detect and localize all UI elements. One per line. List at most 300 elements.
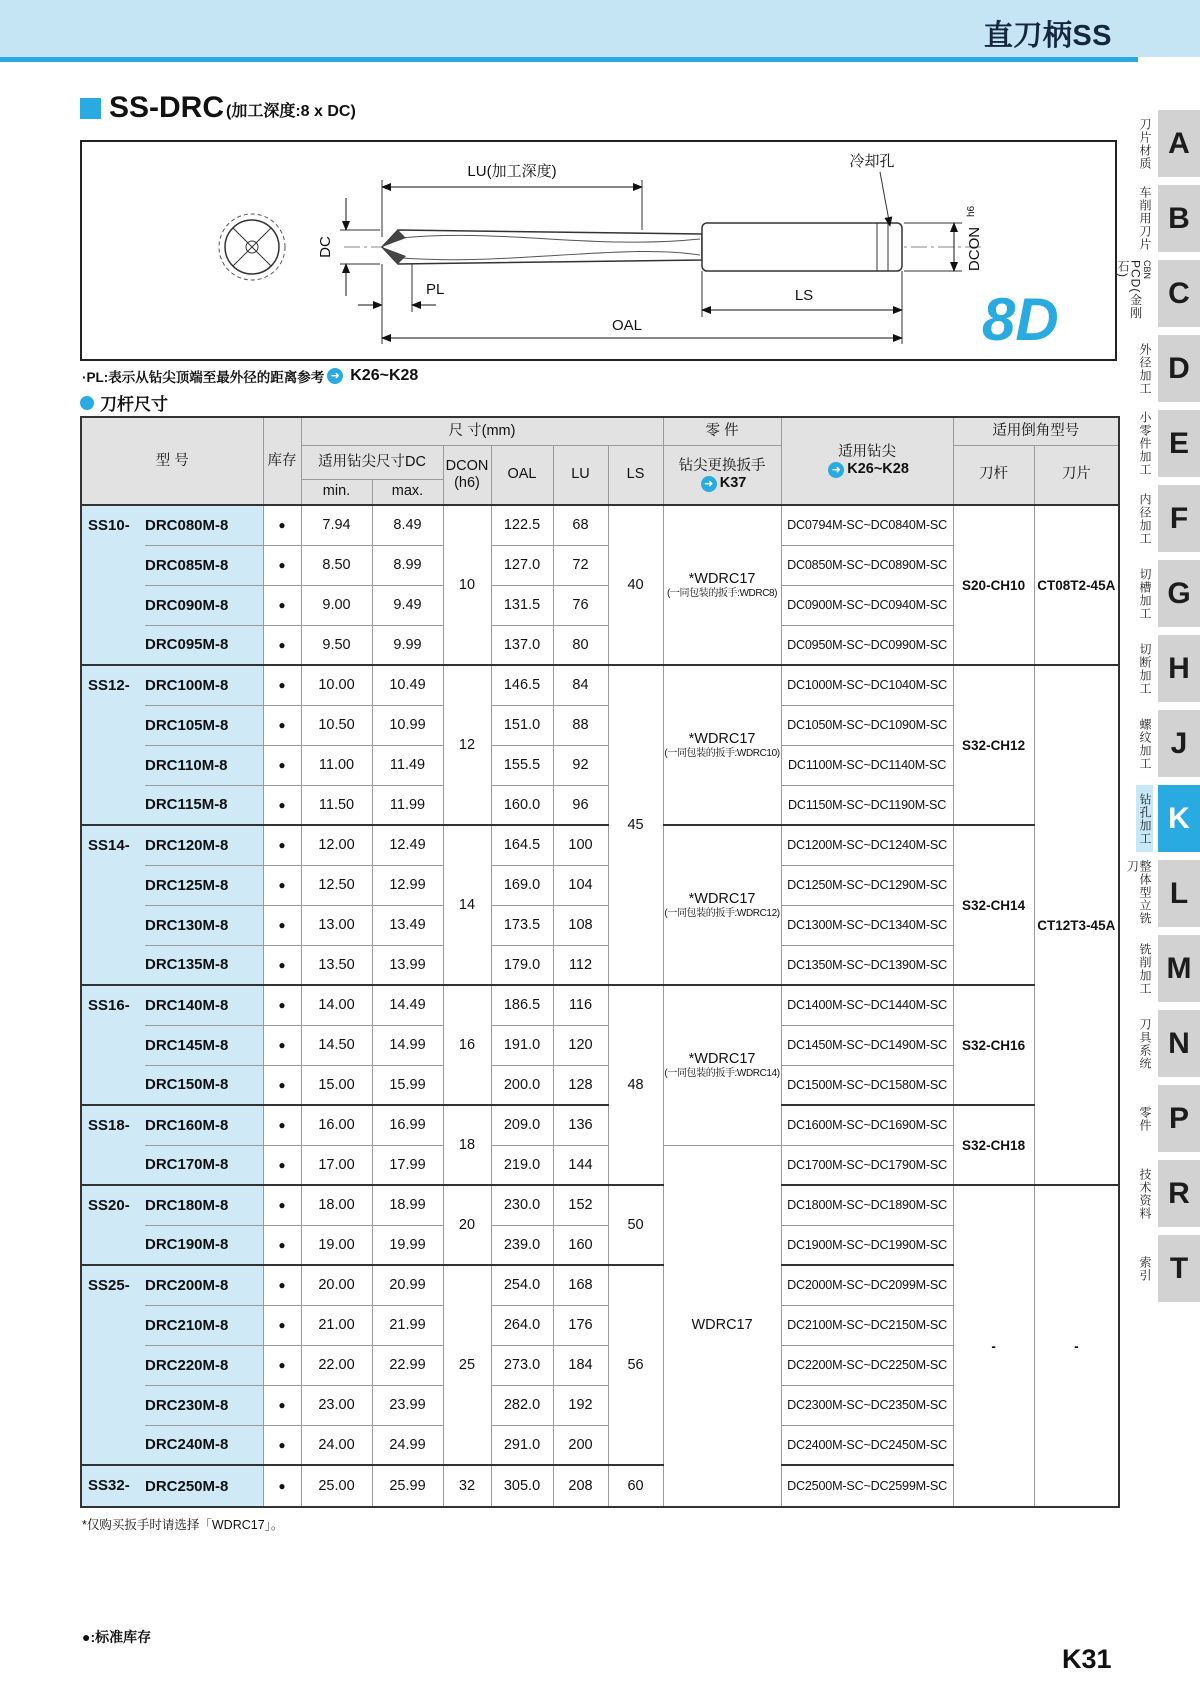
cell-stock: ● (263, 1465, 301, 1507)
cell-lu: 152 (553, 1185, 608, 1225)
cell-tips: DC0794M-SC~DC0840M-SC (781, 505, 953, 545)
cell-wrench: *WDRC17 (一同包装的扳手:WDRC14) (663, 985, 781, 1145)
cell-min: 12.00 (301, 825, 372, 865)
ref-arrow-icon: ➜ (701, 476, 717, 492)
spec-table-wrap (80, 416, 1120, 1508)
tab-label: 切断加工 (1138, 642, 1152, 695)
cell-max: 17.99 (372, 1145, 443, 1185)
depth-logo: 8D (982, 286, 1059, 353)
cell-lu: 160 (553, 1225, 608, 1265)
cell-model: DRC130M-8 (145, 905, 263, 945)
cell-min: 11.00 (301, 745, 372, 785)
cell-tips: DC1150M-SC~DC1190M-SC (781, 785, 953, 825)
sidebar-tab-t[interactable] (1114, 1235, 1200, 1302)
sidebar-tab-j[interactable] (1114, 710, 1200, 777)
cell-model: DRC120M-8 (145, 825, 263, 865)
table-row (81, 1185, 1119, 1225)
cell-oal: 273.0 (491, 1345, 553, 1385)
cell-model: DRC125M-8 (145, 865, 263, 905)
tab-letter[interactable]: G (1158, 560, 1200, 627)
cell-model: DRC110M-8 (145, 745, 263, 785)
cell-max: 13.49 (372, 905, 443, 945)
cell-tips: DC1050M-SC~DC1090M-SC (781, 705, 953, 745)
cell-min: 13.00 (301, 905, 372, 945)
cell-model: DRC190M-8 (145, 1225, 263, 1265)
cell-stock: ● (263, 665, 301, 705)
cell-min: 7.94 (301, 505, 372, 545)
cell-lu: 200 (553, 1425, 608, 1465)
cell-min: 9.50 (301, 625, 372, 665)
cell-prefix: SS12- (81, 665, 145, 825)
sidebar-tab-d[interactable] (1114, 335, 1200, 402)
cell-prefix: SS25- (81, 1265, 145, 1465)
dcon-label: DCON (966, 226, 983, 272)
cell-stock: ● (263, 1305, 301, 1345)
sidebar-tab-b[interactable] (1114, 185, 1200, 252)
cell-wrench: *WDRC17 (一同包装的扳手:WDRC12) (663, 825, 781, 985)
cell-tips: DC2000M-SC~DC2099M-SC (781, 1265, 953, 1305)
cell-lu: 88 (553, 705, 608, 745)
cell-oal: 282.0 (491, 1385, 553, 1425)
cell-lu: 68 (553, 505, 608, 545)
ref-arrow-icon: ➜ (828, 462, 844, 478)
cell-stock: ● (263, 1265, 301, 1305)
cell-max: 20.99 (372, 1265, 443, 1305)
cell-wrench: *WDRC17 (一同包装的扳手:WDRC8) (663, 505, 781, 665)
cell-holder: S20-CH10 (953, 505, 1034, 665)
spec-table (80, 416, 1120, 1508)
tab-letter[interactable]: N (1158, 1010, 1200, 1077)
sidebar-tab-r[interactable] (1114, 1160, 1200, 1227)
header-max: max. (372, 479, 443, 505)
tab-label: 切槽加工 (1138, 567, 1152, 620)
cell-lu: 112 (553, 945, 608, 985)
cell-model: DRC220M-8 (145, 1345, 263, 1385)
cell-oal: 291.0 (491, 1425, 553, 1465)
cell-max: 12.99 (372, 865, 443, 905)
tab-label: 车削用刀片 (1138, 186, 1152, 251)
cell-model: DRC080M-8 (145, 505, 263, 545)
cell-max: 24.99 (372, 1425, 443, 1465)
cell-max: 19.99 (372, 1225, 443, 1265)
cell-model: DRC105M-8 (145, 705, 263, 745)
header-stock: 库存 (263, 417, 301, 505)
header-dcon: DCON (h6) (443, 445, 491, 505)
cell-model: DRC140M-8 (145, 985, 263, 1025)
cell-oal: 151.0 (491, 705, 553, 745)
cell-prefix: SS16- (81, 985, 145, 1105)
cell-tips: DC1600M-SC~DC1690M-SC (781, 1105, 953, 1145)
cell-lu: 72 (553, 545, 608, 585)
cell-tips: DC2300M-SC~DC2350M-SC (781, 1385, 953, 1425)
tab-letter[interactable]: R (1158, 1160, 1200, 1227)
cell-lu: 104 (553, 865, 608, 905)
cell-min: 23.00 (301, 1385, 372, 1425)
cell-stock: ● (263, 545, 301, 585)
header-ls: LS (608, 445, 663, 505)
header-oal: OAL (491, 445, 553, 505)
cell-stock: ● (263, 905, 301, 945)
sidebar-tab-h[interactable] (1114, 635, 1200, 702)
cell-lu: 108 (553, 905, 608, 945)
banner-rule (0, 57, 1138, 62)
tab-letter[interactable]: A (1158, 110, 1200, 177)
tab-letter[interactable]: D (1158, 335, 1200, 402)
bullet-icon (80, 396, 94, 410)
cell-dcon: 20 (443, 1185, 491, 1265)
dim-oal (382, 264, 902, 344)
cell-holder: S32-CH14 (953, 825, 1034, 985)
cell-prefix: SS14- (81, 825, 145, 985)
cell-oal: 209.0 (491, 1105, 553, 1145)
cell-oal: 239.0 (491, 1225, 553, 1265)
drill-flute (382, 230, 702, 264)
cell-tips: DC1100M-SC~DC1140M-SC (781, 745, 953, 785)
cell-lu: 76 (553, 585, 608, 625)
tab-letter[interactable]: T (1158, 1235, 1200, 1302)
cell-stock: ● (263, 825, 301, 865)
sidebar-tab-k[interactable] (1114, 785, 1200, 852)
cell-prefix: SS20- (81, 1185, 145, 1265)
cell-max: 8.49 (372, 505, 443, 545)
cell-max: 22.99 (372, 1345, 443, 1385)
cell-model: DRC150M-8 (145, 1065, 263, 1105)
cell-min: 9.00 (301, 585, 372, 625)
cell-min: 24.00 (301, 1425, 372, 1465)
tab-letter[interactable]: C (1158, 260, 1200, 327)
cell-tips: DC1900M-SC~DC1990M-SC (781, 1225, 953, 1265)
drill-end-view (219, 214, 285, 280)
pl-note-text: ·PL:表示从钻尖顶端至最外径的距离参考 (82, 370, 325, 385)
table-row (81, 665, 1119, 705)
cell-model: DRC135M-8 (145, 945, 263, 985)
cell-oal: 179.0 (491, 945, 553, 985)
cell-model: DRC250M-8 (145, 1465, 263, 1507)
pl-note (82, 366, 418, 386)
cell-dcon: 12 (443, 665, 491, 825)
header-min: min. (301, 479, 372, 505)
cell-min: 16.00 (301, 1105, 372, 1145)
ref-link-k26-k28[interactable]: K26~K28 (847, 460, 909, 477)
cell-ls: 56 (608, 1265, 663, 1465)
header-tips: 适用钻尖 ➜ K26~K28 (781, 417, 953, 505)
cell-oal: 164.5 (491, 825, 553, 865)
sidebar-tab-e[interactable] (1114, 410, 1200, 477)
section-marker-icon (80, 98, 101, 119)
cell-min: 21.00 (301, 1305, 372, 1345)
cell-max: 11.49 (372, 745, 443, 785)
cell-max: 12.49 (372, 825, 443, 865)
cell-max: 9.99 (372, 625, 443, 665)
cell-tips: DC1400M-SC~DC1440M-SC (781, 985, 953, 1025)
tab-label: 刀片材质 (1138, 117, 1152, 170)
banner-title: 直刀柄SS (983, 20, 1112, 52)
cell-oal: 155.5 (491, 745, 553, 785)
sidebar-tab-g[interactable] (1114, 560, 1200, 627)
cell-model: DRC160M-8 (145, 1105, 263, 1145)
header-model: 型 号 (81, 417, 263, 505)
cell-min: 14.00 (301, 985, 372, 1025)
cell-ls: 50 (608, 1185, 663, 1265)
cell-stock: ● (263, 945, 301, 985)
sidebar-tab-l[interactable] (1114, 860, 1200, 927)
header-holder: 刀杆 (953, 445, 1034, 505)
table-header (81, 417, 1119, 505)
cell-max: 9.49 (372, 585, 443, 625)
lu-label: LU(加工深度) (467, 163, 557, 180)
cell-stock: ● (263, 505, 301, 545)
cell-model: DRC100M-8 (145, 665, 263, 705)
table-row (81, 1105, 1119, 1145)
cell-max: 23.99 (372, 1385, 443, 1425)
cell-holder: - (953, 1185, 1034, 1507)
cell-max: 16.99 (372, 1105, 443, 1145)
drill-diagram (80, 140, 1117, 361)
cell-min: 18.00 (301, 1185, 372, 1225)
cell-lu: 80 (553, 625, 608, 665)
cell-stock: ● (263, 1025, 301, 1065)
cell-tips: DC0900M-SC~DC0940M-SC (781, 585, 953, 625)
cell-tips: DC1450M-SC~DC1490M-SC (781, 1025, 953, 1065)
pl-label: PL (426, 281, 445, 298)
cell-stock: ● (263, 585, 301, 625)
cell-model: DRC145M-8 (145, 1025, 263, 1065)
cell-max: 11.99 (372, 785, 443, 825)
ref-link-k26-k28[interactable]: K26~K28 (350, 367, 419, 384)
header-wrench: 钻尖更换扳手 ➜ K37 (663, 445, 781, 505)
top-banner (0, 0, 1200, 57)
cell-stock: ● (263, 625, 301, 665)
cell-lu: 128 (553, 1065, 608, 1105)
cell-tips: DC1300M-SC~DC1340M-SC (781, 905, 953, 945)
cell-oal: 191.0 (491, 1025, 553, 1065)
cell-insert: CT12T3-45A (1034, 665, 1119, 1185)
cell-model: DRC170M-8 (145, 1145, 263, 1185)
oal-label: OAL (611, 317, 643, 334)
cell-oal: 137.0 (491, 625, 553, 665)
table-row (81, 985, 1119, 1025)
cell-stock: ● (263, 1425, 301, 1465)
tab-label: 零件 (1138, 1105, 1152, 1132)
coolant-callout (849, 152, 894, 226)
tab-label: 整体型立铣刀 (1125, 860, 1152, 925)
cell-model: DRC230M-8 (145, 1385, 263, 1425)
cell-max: 14.99 (372, 1025, 443, 1065)
tab-label: 小零件加工 (1138, 411, 1152, 476)
table-row (81, 825, 1119, 865)
cell-prefix: SS32- (81, 1465, 145, 1507)
cell-tips: DC2500M-SC~DC2599M-SC (781, 1465, 953, 1507)
cell-oal: 173.5 (491, 905, 553, 945)
cell-stock: ● (263, 1105, 301, 1145)
cell-lu: 96 (553, 785, 608, 825)
cell-dcon: 32 (443, 1465, 491, 1507)
cell-oal: 122.5 (491, 505, 553, 545)
sidebar-tab-f[interactable] (1114, 485, 1200, 552)
cell-insert: CT08T2-45A (1034, 505, 1119, 665)
cell-min: 19.00 (301, 1225, 372, 1265)
cell-model: DRC085M-8 (145, 545, 263, 585)
cell-ls: 40 (608, 505, 663, 665)
header-parts: 零 件 (663, 417, 781, 445)
cell-tips: DC0950M-SC~DC0990M-SC (781, 625, 953, 665)
cell-dcon: 16 (443, 985, 491, 1105)
cell-min: 25.00 (301, 1465, 372, 1507)
cell-min: 11.50 (301, 785, 372, 825)
table-row (81, 505, 1119, 545)
tab-label: 铣削加工 (1138, 942, 1152, 995)
cell-min: 8.50 (301, 545, 372, 585)
cell-lu: 84 (553, 665, 608, 705)
cell-min: 10.50 (301, 705, 372, 745)
cell-tips: DC1800M-SC~DC1890M-SC (781, 1185, 953, 1225)
cell-wrench: *WDRC17 (一同包装的扳手:WDRC10) (663, 665, 781, 825)
cell-min: 12.50 (301, 865, 372, 905)
dc-label: DC (317, 236, 334, 258)
stock-legend: ●:标准库存 (82, 1629, 152, 1645)
tab-label: CBN PCD(金刚石) (1115, 260, 1152, 320)
cell-max: 14.49 (372, 985, 443, 1025)
section-title: SS-DRC (109, 91, 225, 124)
cell-stock: ● (263, 865, 301, 905)
cell-model: DRC095M-8 (145, 625, 263, 665)
cell-prefix: SS10- (81, 505, 145, 665)
tab-label: 索引 (1138, 1255, 1152, 1282)
cell-tips: DC2200M-SC~DC2250M-SC (781, 1345, 953, 1385)
cell-tips: DC2400M-SC~DC2450M-SC (781, 1425, 953, 1465)
tab-letter[interactable]: K (1158, 785, 1200, 852)
cell-max: 25.99 (372, 1465, 443, 1507)
cell-model: DRC210M-8 (145, 1305, 263, 1345)
cell-oal: 264.0 (491, 1305, 553, 1345)
page-number: K31 (1062, 1644, 1112, 1674)
header-chamfer: 适用倒角型号 (953, 417, 1119, 445)
tab-letter[interactable]: B (1158, 185, 1200, 252)
cell-model: DRC200M-8 (145, 1265, 263, 1305)
dcon-tolerance-label: h6 (966, 205, 977, 217)
cell-lu: 136 (553, 1105, 608, 1145)
cell-model: DRC090M-8 (145, 585, 263, 625)
cell-stock: ● (263, 1185, 301, 1225)
cell-tips: DC1250M-SC~DC1290M-SC (781, 865, 953, 905)
tab-label: 刀具系统 (1138, 1017, 1152, 1070)
tab-letter[interactable]: H (1158, 635, 1200, 702)
dim-ls (702, 271, 902, 344)
drill-drawing (82, 142, 1115, 359)
cell-oal: 127.0 (491, 545, 553, 585)
cell-tips: DC2100M-SC~DC2150M-SC (781, 1305, 953, 1345)
cell-stock: ● (263, 1065, 301, 1105)
tab-label: 内径加工 (1138, 492, 1152, 545)
ref-link-k37[interactable]: K37 (719, 474, 747, 491)
cell-stock: ● (263, 1385, 301, 1425)
tab-label: 钻孔加工 (1138, 792, 1152, 845)
header-size: 尺 寸(mm) (301, 417, 663, 445)
cell-prefix: SS18- (81, 1105, 145, 1185)
cell-lu: 208 (553, 1465, 608, 1507)
cell-max: 21.99 (372, 1305, 443, 1345)
cell-max: 18.99 (372, 1185, 443, 1225)
tab-letter[interactable]: J (1158, 710, 1200, 777)
tab-label: 螺纹加工 (1138, 717, 1152, 770)
sidebar-tab-m[interactable] (1114, 935, 1200, 1002)
cell-model: DRC240M-8 (145, 1425, 263, 1465)
tab-letter[interactable]: P (1158, 1085, 1200, 1152)
cell-oal: 230.0 (491, 1185, 553, 1225)
cell-oal: 254.0 (491, 1265, 553, 1305)
cell-lu: 100 (553, 825, 608, 865)
table-section-title: 刀杆尺寸 (100, 395, 168, 414)
wrench-footnote: *仅购买扳手时请选择「WDRC17」。 (82, 1518, 284, 1532)
sidebar-tab-p[interactable] (1114, 1085, 1200, 1152)
cell-holder: S32-CH12 (953, 665, 1034, 825)
ls-label: LS (794, 287, 814, 304)
dim-dcon (904, 205, 983, 271)
cell-min: 20.00 (301, 1265, 372, 1305)
cell-tips: DC1700M-SC~DC1790M-SC (781, 1145, 953, 1185)
tab-letter[interactable]: F (1158, 485, 1200, 552)
cell-max: 15.99 (372, 1065, 443, 1105)
cell-oal: 219.0 (491, 1145, 553, 1185)
section-heading (80, 93, 356, 123)
ref-arrow-icon: ➜ (327, 368, 343, 384)
cell-min: 14.50 (301, 1025, 372, 1065)
dim-pl (358, 264, 444, 312)
cell-tips: DC1000M-SC~DC1040M-SC (781, 665, 953, 705)
sidebar-tab-a[interactable] (1114, 110, 1200, 177)
cell-max: 13.99 (372, 945, 443, 985)
cell-oal: 160.0 (491, 785, 553, 825)
tab-letter[interactable]: M (1158, 935, 1200, 1002)
cell-tips: DC0850M-SC~DC0890M-SC (781, 545, 953, 585)
cell-insert: - (1034, 1185, 1119, 1507)
cell-min: 22.00 (301, 1345, 372, 1385)
coolant-label: 冷却孔 (849, 153, 895, 170)
cell-dcon: 25 (443, 1265, 491, 1465)
cell-holder: S32-CH16 (953, 985, 1034, 1105)
cell-tips: DC1350M-SC~DC1390M-SC (781, 945, 953, 985)
cell-ls: 45 (608, 665, 663, 985)
sidebar-tab-c[interactable] (1114, 260, 1200, 327)
cell-oal: 186.5 (491, 985, 553, 1025)
tab-letter[interactable]: L (1158, 860, 1200, 927)
cell-stock: ● (263, 745, 301, 785)
cell-stock: ● (263, 705, 301, 745)
cell-min: 15.00 (301, 1065, 372, 1105)
cell-oal: 146.5 (491, 665, 553, 705)
cell-lu: 120 (553, 1025, 608, 1065)
cell-lu: 192 (553, 1385, 608, 1425)
table-section-label (80, 390, 168, 415)
sidebar-tab-n[interactable] (1114, 1010, 1200, 1077)
cell-lu: 116 (553, 985, 608, 1025)
cell-dcon: 14 (443, 825, 491, 985)
tab-label: 技术资料 (1138, 1167, 1152, 1220)
cell-holder: S32-CH18 (953, 1105, 1034, 1185)
cell-min: 13.50 (301, 945, 372, 985)
cell-stock: ● (263, 1145, 301, 1185)
cell-min: 10.00 (301, 665, 372, 705)
cell-max: 10.99 (372, 705, 443, 745)
cell-lu: 144 (553, 1145, 608, 1185)
cell-tips: DC1200M-SC~DC1240M-SC (781, 825, 953, 865)
cell-oal: 169.0 (491, 865, 553, 905)
cell-ls: 48 (608, 985, 663, 1185)
tab-letter[interactable]: E (1158, 410, 1200, 477)
header-lu: LU (553, 445, 608, 505)
drill-shank (702, 223, 902, 271)
cell-stock: ● (263, 1345, 301, 1385)
